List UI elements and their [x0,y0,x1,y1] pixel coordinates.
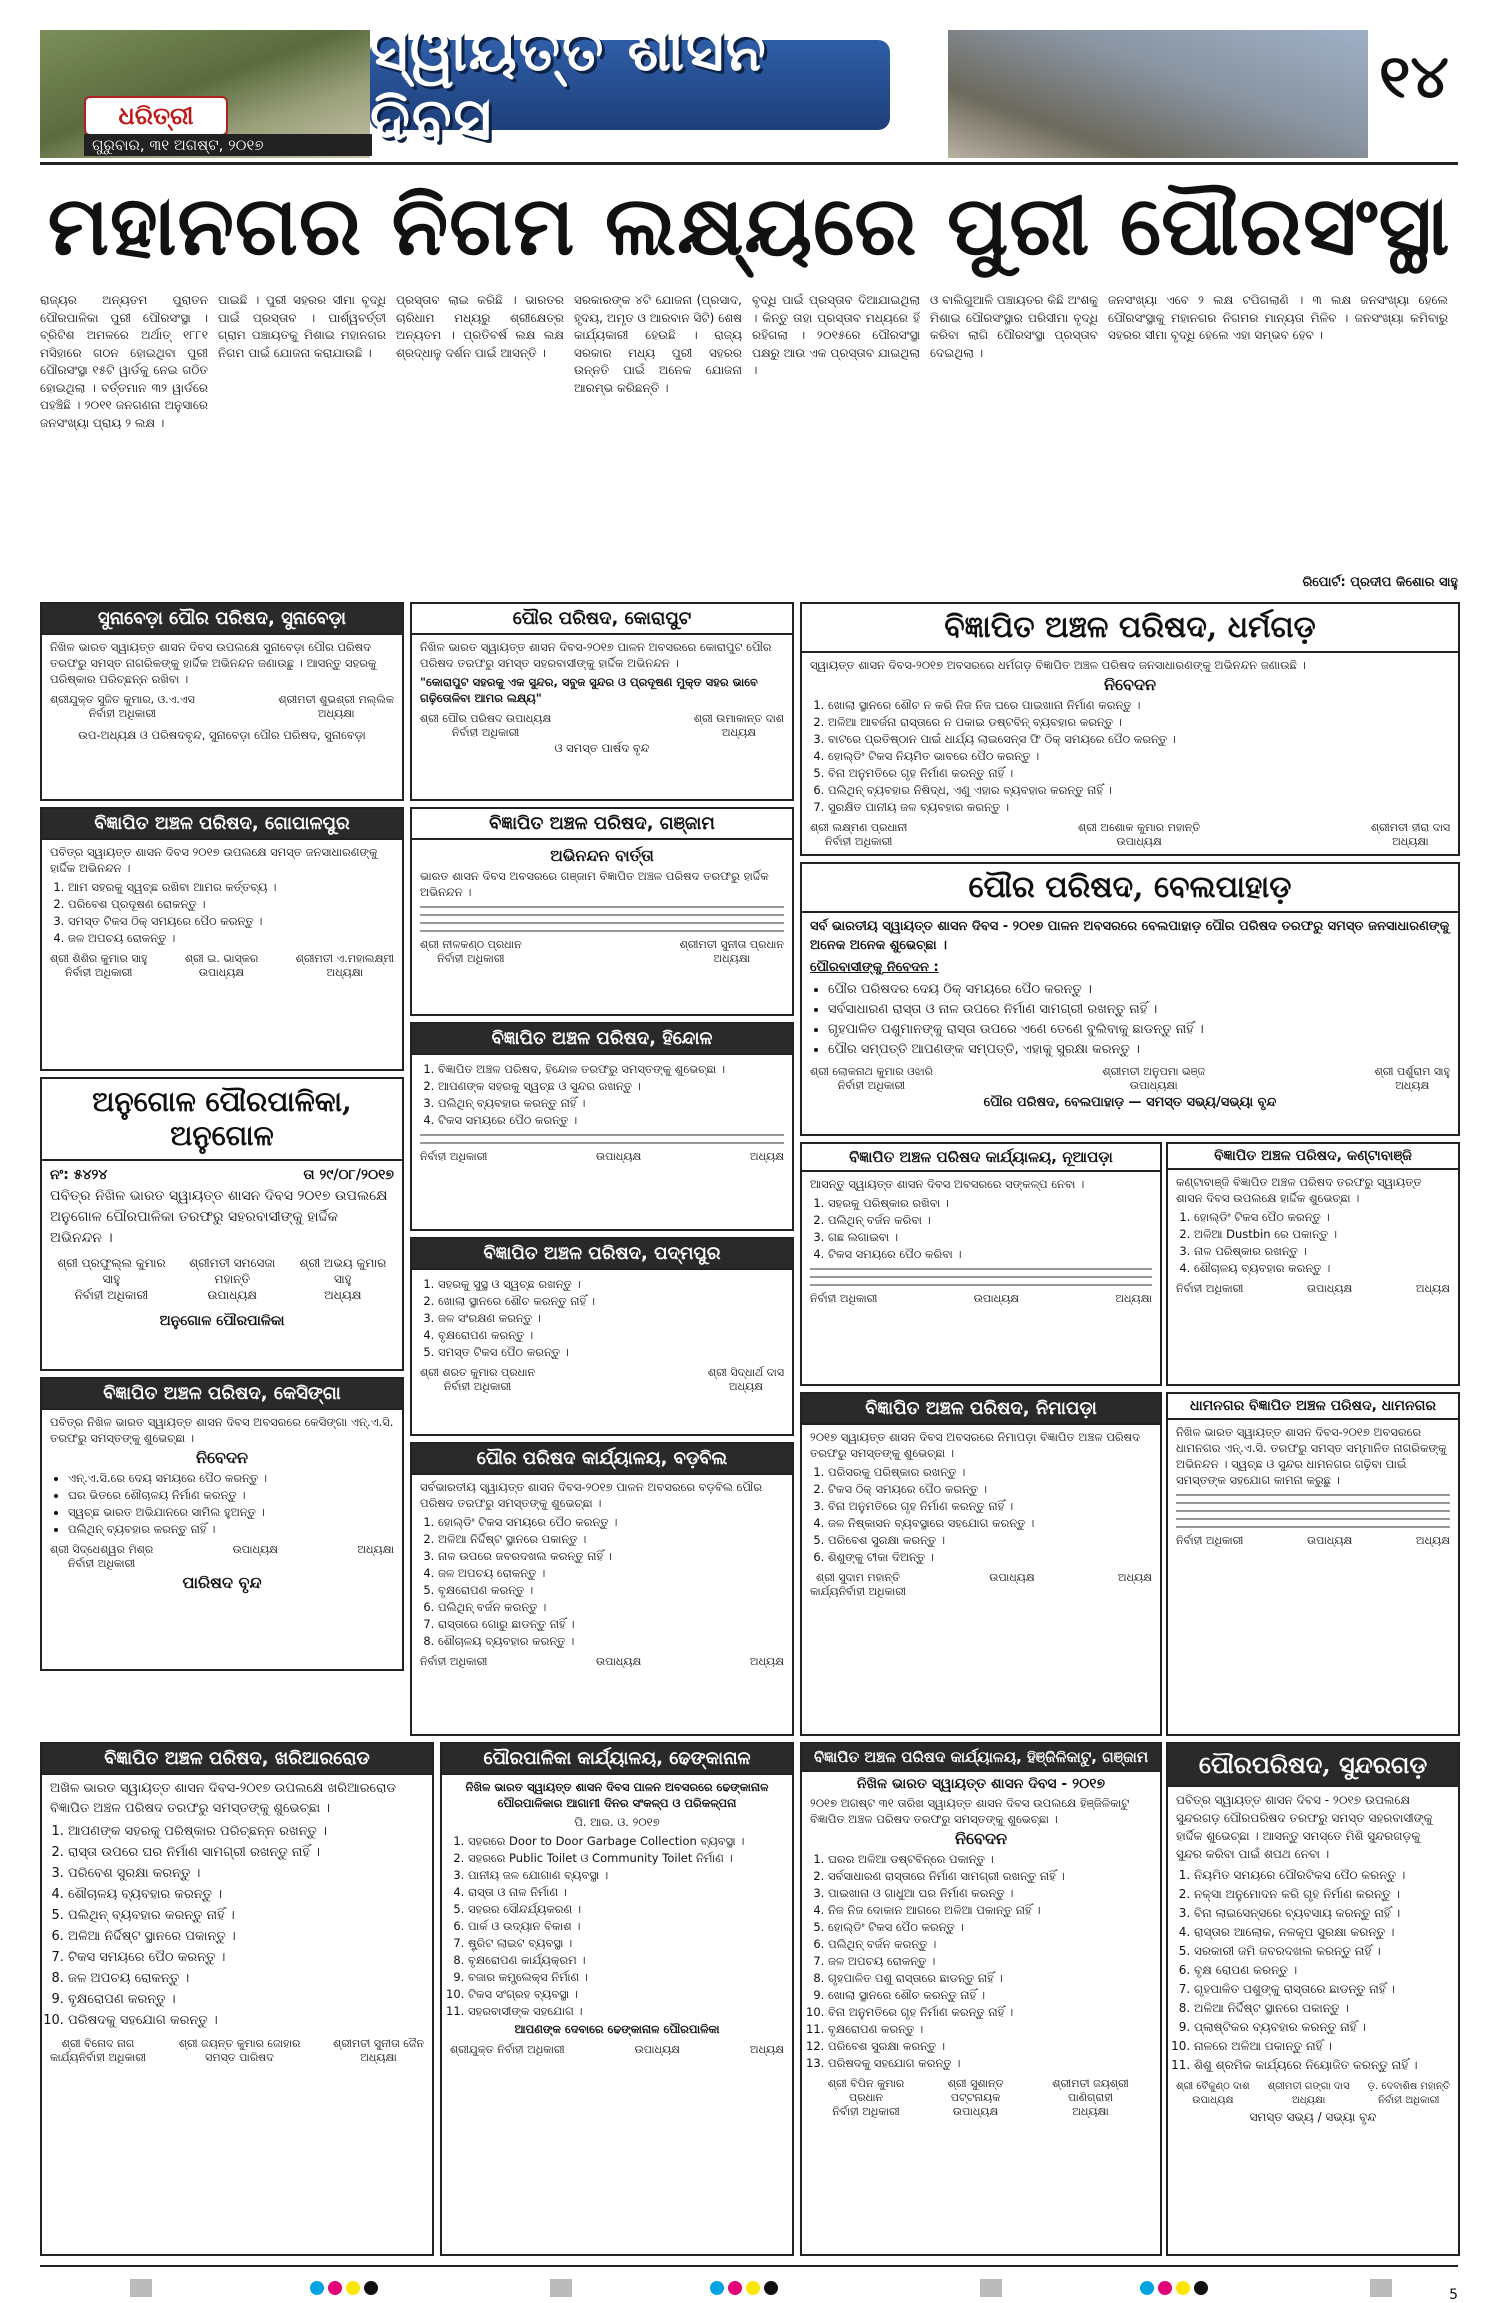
ad-footer: ପୌର ପରିଷଦ, ବେଲପାହାଡ଼ — ସମସ୍ତ ସଭ୍ୟ/ସଭ୍ୟା ବୃନ୍ଦ [983,1095,1277,1110]
lead-article [40,292,1458,592]
article-column: ବୃଦ୍ଧି ପାଇଁ ପ୍ରସ୍ତାବ ଦିଆଯାଇଥିଲା । କିନ୍ତୁ ତାହା ପ୍ରସ୍ତାବ ମଧ୍ୟରେ ହିଁ ରହିଗଲା । ୨୦୧୫ରେ ପୌରସଂସ୍ଥା ପକ୍ଷରୁ ଆଉ ଏକ ପ୍ରସ୍ତାବ ଯାଇଥିଲା । [752,293,920,377]
ad-title: ବିଜ୍ଞାପିତ ଅଞ୍ଚଳ ପରିଷଦ, ନିମାପଡ଼ା [802,1394,1160,1425]
ad-title: ବିଜ୍ଞାପିତ ଅଞ୍ଚଳ ପରିଷଦ, ହିନ୍ଦୋଳ [412,1024,792,1055]
ad-dhamnagar [1166,1392,1460,1736]
ad-text: ୨୦୧୭ ସ୍ୱାୟତ୍ତ ଶାସନ ଦିବସ ଅବସରରେ ନିମାପଡ଼ା ବିଜ୍ଞାପିତ ଅଞ୍ଚଳ ପରିଷଦ ତରଫରୁ ସମସ୍ତଙ୍କୁ ଶୁଭେଚ୍ଛା । [810,1430,1141,1460]
signatory: ଅଧ୍ୟକ୍ଷ [749,1150,784,1163]
list-item: 2. ସହରରେ Public Toilet ଓ Community Toilet ନିର୍ମାଣ । [468,1850,784,1866]
list-item: 4. ଜଳ ଅପଚୟ ରୋକନ୍ତୁ । [68,930,394,946]
ref-number: ନଂ: ୫୪୨୪ [50,1167,108,1183]
list-item: 2. ଟିକସ ଠିକ୍ ସମୟରେ ପୈଠ କରନ୍ତୁ । [828,1481,1152,1497]
ad-title: ବିଜ୍ଞାପିତ ଅଞ୍ଚଳ ପରିଷଦ, କଣ୍ଟାବାଞ୍ଜି [1168,1144,1458,1170]
ref-number: ପି. ଆର. ଓ. ୨୦୧୭ [574,1815,660,1829]
list-item: 1. ବିଜ୍ଞାପିତ ଅଞ୍ଚଳ ପରିଷଦ, ହିନ୍ଦୋଳ ତରଫରୁ ସମସ୍ତଙ୍କୁ ଶୁଭେଚ୍ଛା । [438,1061,784,1077]
list-item: 5. ପରିବେଶ ସୁରକ୍ଷା କରନ୍ତୁ । [828,1532,1152,1548]
ad-tagline: ସର୍ବ ଭାରତୀୟ ସ୍ୱାୟତ୍ତ ଶାସନ ଦିବସ - ୨୦୧୭ ପାଳନ ଅବସରରେ ବେଲପାହାଡ଼ ପୌର ପରିଷଦ ତରଫରୁ ସମସ୍ତ ଜନସାଧାରଣଙ୍କୁ ଅନେକ ଅନେକ ଶୁଭେଚ୍ଛା । [810,919,1450,953]
signatory: ଅଧ୍ୟକ୍ଷ [749,2043,784,2056]
ad-title: ବିଜ୍ଞାପିତ ଅଞ୍ଚଳ ପରିଷଦ, ଖରିଆରରୋଡ [42,1744,432,1775]
signatory: ଉପାଧ୍ୟକ୍ଷ [596,1150,642,1163]
main-headline: ମହାନଗର ନିଗମ ଲକ୍ଷ୍ୟରେ ପୁରୀ ପୌରସଂସ୍ଥା [47,178,1451,274]
ad-nuapada [800,1142,1162,1386]
list-item: 9. ଖୋଲା ସ୍ଥାନରେ ଶୌଚ କରନ୍ତୁ ନାହିଁ । [828,1987,1152,2003]
list-item: 1. ଖୋଲା ସ୍ଥାନରେ ଶୌଚ ନ କରି ନିଜ ନିଜ ଘରେ ପାଇଖାନା ନିର୍ମାଣ କରନ୍ତୁ । [828,697,1450,713]
ad-list [1194,1209,1450,1276]
ad-list [828,1195,1152,1262]
ad-title: ବିଜ୍ଞାପିତ ଅଞ୍ଚଳ ପରିଷଦ, କେସିଙ୍ଗା [42,1379,402,1410]
ad-title: ବିଜ୍ଞାପିତ ଅଞ୍ଚଳ ପରିଷଦ, ଗୋପାଳପୁର [42,809,402,840]
signatory: ଶ୍ରୀମତୀ ଗଙ୍ଗା ଦାସ ଅଧ୍ୟକ୍ଷା [1267,2081,1350,2106]
list-item: 2. ଆପଣଙ୍କ ସହରକୁ ସ୍ୱଚ୍ଛ ଓ ସୁନ୍ଦର ରଖନ୍ତୁ । [438,1078,784,1094]
masthead [40,16,1458,165]
ad-text: ଭାରତ ଶାସନ ଦିବସ ଅବସରରେ ଗଞ୍ଜାମ ବିଜ୍ଞାପିତ ଅଞ୍ଚଳ ପରିଷଦ ତରଫରୁ ହାର୍ଦ୍ଦିକ ଅଭିନନ୍ଦନ । [420,869,769,899]
signatory: ଶ୍ରୀ ଅଶୋକ କୁମାର ମହାନ୍ତି ଉପାଧ୍ୟକ୍ଷ [1078,821,1201,848]
list-item: 12. ପରିବେଶ ସୁରକ୍ଷା କରନ୍ତୁ । [828,2038,1152,2054]
print-registration-strip [40,2265,1458,2303]
section-banner-text: ସ୍ୱାୟତ୍ତ ଶାସନ ଦିବସ [370,16,768,153]
ad-text: ସ୍ୱାୟତ୍ତ ଶାସନ ଦିବସ-୨୦୧୭ ଅବସରରେ ଧର୍ମଗଡ଼ ବିଜ୍ଞାପିତ ଅଞ୍ଚଳ ପରିଷଦ ଜନସାଧାରଣଙ୍କୁ ଅଭିନନ୍ଦନ ଜଣାଉଛି । [810,658,1306,672]
list-item: 1. ସହରକୁ ପରିଷ୍କାର ରଖିବା । [828,1195,1152,1211]
list-item: 10. ଟିକସ ସଂଗ୍ରହ ବ୍ୟବସ୍ଥା । [468,1986,784,2002]
registration-dot-cyan [1140,2281,1154,2295]
ad-footer: ଅନୁଗୋଳ ପୌରପାଳିକା [159,1313,285,1329]
list-item: 7. ଗୃହପାଳିତ ପଶୁଙ୍କୁ ରାସ୍ତାରେ ଛାଡନ୍ତୁ ନାହିଁ । [1194,1980,1450,1998]
ad-kantabanji [1166,1142,1460,1386]
signatory: ଶ୍ରୀ ବୈକୁଣ୍ଠ ଦାଶ ଉପାଧ୍ୟକ୍ଷ [1176,2081,1250,2106]
ad-text: ସର୍ବଭାରତୀୟ ସ୍ୱାୟତ୍ତ ଶାସନ ଦିବସ-୨୦୧୭ ପାଳନ ଅବସରରେ ବଡ଼ବିଲ ପୌର ପରିଷଦ ତରଫରୁ ସମସ୍ତଙ୍କୁ ଶୁଭେଚ୍ଛା । [420,1480,762,1510]
list-item: 4. ହୋଲ୍ଡିଂ ଟିକସ ନିୟମିତ ଭାବରେ ପୈଠ କରନ୍ତୁ । [828,748,1450,764]
signatory: ଉପାଧ୍ୟକ୍ଷ [989,1571,1035,1584]
list-item: 1. ଆମ ସହରକୁ ସ୍ୱଚ୍ଛ ରଖିବା ଆମର କର୍ତ୍ତବ୍ୟ । [68,879,394,895]
signatory: ଉପାଧ୍ୟକ୍ଷ [232,1543,278,1556]
signatory: ନିର୍ବାହୀ ଅଧିକାରୀ [810,1292,878,1305]
signatory: ଶ୍ରୀ ସୁଶାନ୍ତ ପଟ୍ଟନାୟକ ଉପାଧ୍ୟକ୍ଷ [947,2077,1004,2118]
ad-list [438,1061,784,1128]
signatory: ଶ୍ରୀ ପର୍ଶୁରାମ ସାହୁ ଅଧ୍ୟକ୍ଷ [1374,1065,1450,1092]
ad-sundargarh [1166,1742,1460,2256]
ad-angul [40,1077,404,1371]
ad-subtitle: ନିବେଦନ [955,1829,1007,1848]
ad-khariar [40,1742,434,2256]
ad-text: ନିଖିଳ ଭାରତ ସ୍ୱାୟତ୍ତ ଶାସନ ଦିବସ-୨୦୧୭ ଅବସରରେ ଧାମନଗର ଏନ୍.ଏ.ସି. ତରଫରୁ ସମସ୍ତ ସମ୍ମାନିତ ନାଗରିକଙ୍କୁ ଅଭିନନ୍ଦନ । ସ୍ୱଚ୍ଛ ଓ ସୁନ୍ଦର ଧାମନଗର ଗଢ଼ିବା ପାଇଁ ସମସ୍ତଙ୍କ ସହଯୋଗ କାମନା କରୁଛୁ । [1176,1425,1447,1487]
list-item: 3. ପରିବେଶ ସୁରକ୍ଷା କରନ୍ତୁ । [68,1864,424,1884]
article-column: ଓ ବାଲିଗୁଆଳି ପଞ୍ଚାୟତର କିଛି ଅଂଶକୁ ମିଶାଇ ପୌରସଂସ୍ଥାର ପରିସୀମା ବୃଦ୍ଧି କରିବା ଲାଗି ପୌରସଂସ୍ଥା ପ୍ରସ୍ତାବ ଦେଇଥିଲା । [930,293,1098,360]
signatory: ନିର୍ବାହୀ ଅଧିକାରୀ [420,1150,488,1163]
ad-tagline: ନିଖିଳ ଭାରତ ସ୍ୱାୟତ୍ତ ଶାସନ ଦିବସ ପାଳନ ଅବସରରେ ଢେଙ୍କାନାଳ ପୌରପାଳିକାର ଆଗାମୀ ଦିନର ସଂକଳ୍ପ ଓ ପରିକଳ୍ପନା [465,1780,769,1810]
ad-quote: "କୋରାପୁଟ ସହରକୁ ଏକ ସୁନ୍ଦର, ସବୁଜ ସୁନ୍ଦର ଓ ପ୍ରଦୂଷଣ ମୁକ୍ତ ସହର ଭାବେ ଗଢ଼ିତୋଳିବା ଆମର ଲକ୍ଷ୍ୟ" [420,675,758,705]
registration-dot-magenta [1158,2281,1172,2295]
list-item: 5. ସରକାରୀ ଜମି ଜବରଦଖଲ କରନ୍ତୁ ନାହିଁ । [1194,1942,1450,1960]
ad-list [828,980,1450,1059]
signatory: ଶ୍ରୀଯୁକ୍ତ ନିର୍ବାହୀ ଅଧିକାରୀ [450,2043,565,2056]
list-item: 6. ଅଳିଆ ନିର୍ଦ୍ଦିଷ୍ଟ ସ୍ଥାନରେ ପକାନ୍ତୁ । [68,1927,424,1947]
list-item: 3. ବିନା ଅନୁମତିରେ ଗୃହ ନିର୍ମାଣ କରନ୍ତୁ ନାହିଁ । [828,1498,1152,1514]
list-item: 3. ଗଛ ଲଗାଇବା । [828,1229,1152,1245]
list-item: 3. ଜଳ ସଂରକ୍ଷଣ କରନ୍ତୁ । [438,1310,784,1326]
list-item: 2. ରାସ୍ତା ଉପରେ ଘର ନିର୍ମାଣ ସାମଗ୍ରୀ ରଖନ୍ତୁ ନାହିଁ । [68,1843,424,1863]
ad-hindol [410,1022,794,1231]
signatory: ଶ୍ରୀ ଶିଶିର କୁମାର ସାହୁ ନିର୍ବାହୀ ଅଧିକାରୀ [50,952,148,979]
signatory: ଶ୍ରୀ ବିନୋଦ ନାଗ କାର୍ଯ୍ୟନିର୍ବାହୀ ଅଧିକାରୀ [50,2037,146,2064]
list-item: • ଘର ଭିତରେ ଶୌଚାଳୟ ନିର୍ମାଣ କରନ୍ତୁ । [68,1487,394,1503]
signatory: ଉପାଧ୍ୟକ୍ଷ [596,1655,642,1668]
signatory: ଶ୍ରୀ ଲୋକନାଥ କୁମାର ଓଝାରି ନିର୍ବାହୀ ଅଧିକାରୀ [810,1065,933,1092]
ad-title: ପୌର ପରିଷଦ, କୋରାପୁଟ [412,604,792,635]
signatory: ଶ୍ରୀ ଜୟନ୍ତ କୁମାର ଜୋହାର ସମସ୍ତ ପାରିଷଦ [178,2037,301,2064]
list-item: 4. ଜଳ ଅପଚୟ ରୋକନ୍ତୁ । [438,1565,784,1581]
ad-text: ଅଖିଳ ଭାରତ ସ୍ୱାୟତ୍ତ ଶାସନ ଦିବସ-୨୦୧୭ ଉପଲକ୍ଷେ ଖରିଆରରୋଡ ବିଜ୍ଞାପିତ ଅଞ୍ଚଳ ପରିଷଦ ତରଫରୁ ସମସ୍ତଙ୍କୁ ଶୁଭେଚ୍ଛା । [50,1781,397,1816]
ad-footer: ଓ ସମସ୍ତ ପାର୍ଷଦ ବୃନ୍ଦ [554,741,650,755]
list-item: 4. ଜଳ ନିଷ୍କାସନ ବ୍ୟବସ୍ଥାରେ ସହଯୋଗ କରନ୍ତୁ । [828,1515,1152,1531]
ad-text: ନିଖିଳ ଭାରତ ସ୍ୱାୟତ୍ତ ଶାସନ ଦିବସ ଉପଲକ୍ଷେ ସୁନାବେଡ଼ା ପୌର ପରିଷଦ ତରଫରୁ ସମସ୍ତ ନାଗରିକଙ୍କୁ ହାର୍ଦ୍ଦିକ ଅଭିନନ୍ଦନ ଜଣାଉଛୁ । ଆସନ୍ତୁ ସହରକୁ ପରିଷ୍କାର ପରିଚ୍ଛନ୍ନ ରଖିବା । [50,640,377,686]
signatory: ଶ୍ରୀ ଲକ୍ଷ୍ମଣ ପ୍ରଧାନୀ ନିର୍ବାହୀ ଅଧିକାରୀ [810,821,908,848]
list-item: 2. ଅଳିଆ Dustbin ରେ ପକାନ୍ତୁ । [1194,1226,1450,1242]
ad-title: ସୁନାବେଡ଼ା ପୌର ପରିଷଦ, ସୁନାବେଡ଼ା [42,604,402,635]
list-item: 11. ଶିଶୁ ଶ୍ରମିକ କାର୍ଯ୍ୟରେ ନିୟୋଜିତ କରନ୍ତୁ ନାହିଁ । [1194,2056,1450,2074]
masthead-right-photo [948,30,1368,158]
ad-belpahar [800,862,1460,1136]
list-item: 4. ଶୌଚାଳୟ ବ୍ୟବହାର କରନ୍ତୁ । [1194,1260,1450,1276]
ad-dharmagarh [800,602,1460,856]
signatory: ଶ୍ରୀ ଇ. ଭାସ୍କର ଉପାଧ୍ୟକ୍ଷ [184,952,259,979]
signatory: ଶ୍ରୀ ସୁଦାମ ମହାନ୍ତି କାର୍ଯ୍ୟନିର୍ବାହୀ ଅଧିକାରୀ [810,1571,906,1598]
list-item: 2. ସର୍ବସାଧାରଣ ରାସ୍ତାରେ ନିର୍ମାଣ ସାମଗ୍ରୀ ରଖନ୍ତୁ ନାହିଁ । [828,1868,1152,1884]
list-item: 5. ବିନା ଅନୁମତିରେ ଗୃହ ନିର୍ମାଣ କରନ୍ତୁ ନାହିଁ । [828,765,1450,781]
list-item: 10. ନାଳରେ ଅଳିଆ ପକାନ୍ତୁ ନାହିଁ । [1194,2037,1450,2055]
ad-text: କଣ୍ଟାବାଞ୍ଜି ବିଜ୍ଞାପିତ ଅଞ୍ଚଳ ପରିଷଦ ତରଫରୁ ସ୍ୱାୟତ୍ତ ଶାସନ ଦିବସ ଉପଲକ୍ଷେ ହାର୍ଦ୍ଦିକ ଶୁଭେଚ୍ଛା । [1176,1175,1422,1205]
ad-list [828,1464,1152,1565]
list-item: 9. ବୃକ୍ଷରୋପଣ କରନ୍ତୁ । [68,1990,424,2010]
signatory: ନିର୍ବାହୀ ଅଧିକାରୀ [1176,1282,1244,1295]
ad-footer: ସମସ୍ତ ସଭ୍ୟ / ସଭ୍ୟା ବୃନ୍ଦ [1249,2110,1377,2124]
ad-subtitle: ପାରିଷଦ ବୃନ୍ଦ [182,1573,262,1592]
list-item: 4. ବୃକ୍ଷରୋପଣ କରନ୍ତୁ । [438,1327,784,1343]
list-item: 11. ସହରବାସୀଙ୍କ ସହଯୋଗ । [468,2003,784,2019]
ad-subtitle: ପୌରବାସୀଙ୍କୁ ନିବେଦନ : [810,960,939,975]
ad-barbil [410,1442,794,1736]
registration-dot-yellow [1176,2281,1190,2295]
list-item: 7. ଟିକସ ସମୟରେ ପୈଠ କରନ୍ତୁ । [68,1948,424,1968]
signatory: ଉପାଧ୍ୟକ୍ଷ [634,2043,680,2056]
list-item: 5. ବୃକ୍ଷରୋପଣ କରନ୍ତୁ । [438,1582,784,1598]
signatory: ଶ୍ରୀମତୀ ଶୁଭଶ୍ରୀ ମଲ୍ଲିକ ଅଧ୍ୟକ୍ଷା [278,693,394,720]
newspaper-page [40,16,1458,2303]
article-column: ସରକାରଙ୍କ ୪ଟି ଯୋଜନା (ପ୍ରସାଦ, ହୃଦୟ, ଅମୃତ ଓ ଆରବାନ ସିଟି) ଶେଷ କାର୍ଯ୍ୟକାରୀ ହେଉଛି । ରାଜ୍ୟ ସରକାର ମଧ୍ୟ ପୁରୀ ସହରର ଉନ୍ନତି ପାଇଁ ଅନେକ ଯୋଜନା ଆରମ୍ଭ କରିଛନ୍ତି । [574,293,742,395]
list-item: 1. ସହରକୁ ସୁସ୍ଥ ଓ ସ୍ୱଚ୍ଛ ରଖନ୍ତୁ । [438,1276,784,1292]
signatory: ଶ୍ରୀମତୀ ସୁନୀତା ପ୍ରଧାନ ଅଧ୍ୟକ୍ଷା [679,938,784,965]
list-item: 5. ସମସ୍ତ ଟିକସ ପୈଠ କରନ୍ତୁ । [438,1344,784,1360]
ad-sunabeda [40,602,404,801]
list-item: 4. ରାସ୍ତା ଓ ନାଳ ନିର୍ମାଣ । [468,1884,784,1900]
ad-title: ପୌର ପରିଷଦ, ବେଲପାହାଡ଼ [802,864,1458,913]
signatory: ଶ୍ରୀ ପ୍ରଫୁଲ୍ଲ କୁମାର ସାହୁ ନିର୍ବାହୀ ଅଧିକାରୀ [57,1256,166,1302]
ad-nimapada [800,1392,1162,1736]
list-item: 5. ପଲିଥିନ୍ ବ୍ୟବହାର କରନ୍ତୁ ନାହିଁ । [68,1906,424,1926]
list-item: • ଏନ୍.ଏ.ସି.ରେ ଦେୟ ସମୟରେ ପୈଠ କରନ୍ତୁ । [68,1470,394,1486]
signatory: ଅଧ୍ୟକ୍ଷ [1415,1534,1450,1547]
list-item: 3. ବାଟରେ ପ୍ରତିଷ୍ଠାନ ପାଇଁ ଧାର୍ଯ୍ୟ ଲାଇସେନ୍ସ ଫି ଠିକ୍ ସମୟରେ ପୈଠ କରନ୍ତୁ । [828,731,1450,747]
article-column: ଜନସଂଖ୍ୟା ଏବେ ୨ ଲକ୍ଷ ଟପିଗଲାଣି । ୩ ଲକ୍ଷ ଜନସଂଖ୍ୟା ହେଲେ ପୌରସଂସ୍ଥାକୁ ମହାନଗର ନିଗମର ମାନ୍ୟତା ମିଳିବ । ଜନସଂଖ୍ୟା କମିବାରୁ ସହରର ସୀମା ବୃଦ୍ଧି ହେଲେ ଏହା ସମ୍ଭବ ହେବ । [1108,293,1448,342]
list-item: • ପୌର ପରିଷଦର ଦେୟ ଠିକ୍ ସମୟରେ ପୈଠ କରନ୍ତୁ । [828,980,1450,999]
registration-dot-black [764,2281,778,2295]
list-item: 3. ନାଳ ଉପରେ ଜବରଦଖଲ କରନ୍ତୁ ନାହିଁ । [438,1548,784,1564]
ad-footer: ଉପ-ଅଧ୍ୟକ୍ଷ ଓ ପରିଷଦବୃନ୍ଦ, ସୁନାବେଡ଼ା ପୌର ପରିଷଦ, ସୁନାବେଡ଼ା [78,728,366,742]
list-item: 8. ବୃକ୍ଷରୋପଣ କାର୍ଯ୍ୟକ୍ରମ । [468,1952,784,1968]
list-item: 4. ଟିକସ ସମୟରେ ପୈଠ କରନ୍ତୁ । [438,1112,784,1128]
ad-footer: ଆପଣଙ୍କ ଦେବାରେ ଢେଙ୍କାନାଳ ପୌରପାଳିକା [514,2022,720,2036]
list-item: 9. ପ୍ଲାଷ୍ଟିକର ବ୍ୟବହାର କରନ୍ତୁ ନାହିଁ । [1194,2018,1450,2036]
list-item: 8. ଶୌଚାଳୟ ବ୍ୟବହାର କରନ୍ତୁ । [438,1633,784,1649]
registration-dot-black [1194,2281,1208,2295]
ad-list [438,1514,784,1649]
ad-list [68,1822,424,2031]
list-item: 1. ନିୟମିତ ସମୟରେ ପୌରଟିକସ ପୈଠ କରନ୍ତୁ । [1194,1866,1450,1884]
signatory: ନିର୍ବାହୀ ଅଧିକାରୀ [420,1655,488,1668]
signatory: ଅଧ୍ୟକ୍ଷ [1117,1571,1152,1584]
signatory: ଶ୍ରୀ ନୀଳକଣ୍ଠ ପ୍ରଧାନ ନିର୍ବାହୀ ଅଧିକାରୀ [420,938,522,965]
list-item: 8. ଗୃହପାଳିତ ପଶୁ ରାସ୍ତାରେ ଛାଡନ୍ତୁ ନାହିଁ । [828,1970,1152,1986]
list-item: • ସର୍ବସାଧାରଣ ରାସ୍ତା ଓ ନାଳ ଉପରେ ନିର୍ମାଣ ସାମଗ୍ରୀ ରଖନ୍ତୁ ନାହିଁ । [828,1000,1450,1019]
signatory: ଶ୍ରୀ ଉମାକାନ୍ତ ଦାଶ ଅଧ୍ୟକ୍ଷ [693,712,784,739]
newspaper-logo: ଧରିତ୍ରୀ [84,96,228,136]
ad-text: ୨୦୧୭ ଅଗଷ୍ଟ ୩୧ ତାରିଖ ସ୍ୱାୟତ୍ତ ଶାସନ ଦିବସ ଉପଲକ୍ଷେ ହିଞ୍ଜିଳିକାଟୁ ବିଜ୍ଞାପିତ ଅଞ୍ଚଳ ପରିଷଦ ତରଫରୁ ସମସ୍ତଙ୍କୁ ଶୁଭେଚ୍ଛା । [810,1796,1130,1826]
ad-title: ଧାମନଗର ବିଜ୍ଞାପିତ ଅଞ୍ଚଳ ପରିଷଦ, ଧାମନଗର [1168,1394,1458,1420]
list-item: 7. ଷ୍ଟ୍ରିଟ ଲାଇଟ ବ୍ୟବସ୍ଥା । [468,1935,784,1951]
list-item: 9. ବଜାର କମ୍ପ୍ଲେକ୍ସ ନିର୍ମାଣ । [468,1969,784,1985]
registration-dot-cyan [710,2281,724,2295]
list-item: 1. ହୋଲ୍ଡିଂ ଟିକସ ସମୟରେ ପୈଠ କରନ୍ତୁ । [438,1514,784,1530]
ad-title: ବିଜ୍ଞାପିତ ଅଞ୍ଚଳ ପରିଷଦ କାର୍ଯ୍ୟାଳୟ, ନୂଆପଡ଼ା [802,1144,1160,1172]
list-item: 4. ରାସ୍ତାର ଆଲୋକ, ନଳକୂପ ସୁରକ୍ଷା କରନ୍ତୁ । [1194,1923,1450,1941]
signatory: ଶ୍ରୀମତୀ ହୀରା ଦାସ ଅଧ୍ୟକ୍ଷା [1370,821,1450,848]
list-item: 2. ପଲିଥିନ୍ ବର୍ଜନ କରିବା । [828,1212,1152,1228]
ad-text: ପବିତ୍ର ସ୍ୱାୟତ୍ତ ଶାସନ ଦିବସ - ୨୦୧୭ ଉପଲକ୍ଷେ ସୁନ୍ଦରଗଡ଼ ପୌରପରିଷଦ ତରଫରୁ ସମସ୍ତ ସହରବାସୀଙ୍କୁ ହାର୍ଦ୍ଦିକ ଶୁଭେଚ୍ଛା । ଆସନ୍ତୁ ସମସ୍ତେ ମିଶି ସୁନ୍ଦରଗଡ଼କୁ ସୁନ୍ଦର କରିବା ପାଇଁ ଶପଥ ନେବା । [1176,1793,1433,1861]
list-item: 3. ନାଳ ପରିଷ୍କାର ରଖନ୍ତୁ । [1194,1243,1450,1259]
list-item: 3. ସମସ୍ତ ଟିକସ ଠିକ୍ ସମୟରେ ପୈଠ କରନ୍ତୁ । [68,913,394,929]
list-item: 1. ସହରରେ Door to Door Garbage Collection ବ୍ୟବସ୍ଥା । [468,1833,784,1849]
ad-text: ଆସନ୍ତୁ ସ୍ୱାୟତ୍ତ ଶାସନ ଦିବସ ଅବସରରେ ସଙ୍କଳ୍ପ ନେବା । [810,1177,1085,1191]
list-item: 3. ବିନା ଲାଇସେନ୍ସରେ ବ୍ୟବସାୟ କରନ୍ତୁ ନାହିଁ । [1194,1904,1450,1922]
list-item: 6. ପଲିଥିନ୍ ବ୍ୟବହାର ନିଷିଦ୍ଧ, ଏଣୁ ଏହାର ବ୍ୟବହାର କରନ୍ତୁ ନାହିଁ । [828,782,1450,798]
list-item: 6. ବୃକ୍ଷ ରୋପଣ କରନ୍ତୁ । [1194,1961,1450,1979]
list-item: 5. ସହରର ସୌନ୍ଦର୍ଯ୍ୟକରଣ । [468,1901,784,1917]
ad-list [438,1276,784,1360]
ref-date: ତା ୨୯/୦୮/୨୦୧୭ [303,1167,394,1183]
list-item: 5. ହୋଲ୍ଡିଂ ଟିକସ ପୈଠ କରନ୍ତୁ । [828,1919,1152,1935]
list-item: 7. ସୁରକ୍ଷିତ ପାନୀୟ ଜଳ ବ୍ୟବହାର କରନ୍ତୁ । [828,799,1450,815]
ad-list [468,1833,784,2019]
ad-title: ବିଜ୍ଞାପିତ ଅଞ୍ଚଳ ପରିଷଦ କାର୍ଯ୍ୟାଳୟ, ହିଞ୍ଜିଳିକାଟୁ, ଗଞ୍ଜାମ [802,1744,1160,1772]
list-item: 7. ରାସ୍ତାରେ ଗୋରୁ ଛାଡନ୍ତୁ ନାହିଁ । [438,1616,784,1632]
list-item: 1. ପରିସରକୁ ପରିଷ୍କାର ରଖନ୍ତୁ । [828,1464,1152,1480]
registration-dot-magenta [328,2281,342,2295]
section-banner [370,16,890,153]
list-item: 3. ପାଇଖାନା ଓ ଗାଧୁଆ ଘର ନିର୍ମାଣ କରନ୍ତୁ । [828,1885,1152,1901]
signatory: ଶ୍ରୀମତୀ ଏ.ମହାଲକ୍ଷ୍ମୀ ଅଧ୍ୟକ୍ଷା [295,952,394,979]
list-item: 6. ଶିଶୁଙ୍କୁ ଟୀକା ଦିଅନ୍ତୁ । [828,1549,1152,1565]
gray-patch [980,2279,1002,2297]
ad-ganjam [410,807,794,1016]
ad-title: ପୌରପାଳିକା କାର୍ଯ୍ୟାଳୟ, ଢେଙ୍କାନାଳ [442,1744,792,1775]
ad-list [68,879,394,946]
signatory: ଶ୍ରୀ ବିପିନ କୁମାର ପ୍ରଧାନ ନିର୍ବାହୀ ଅଧିକାରୀ [827,2077,905,2118]
list-item: 1. ଘରର ଅଳିଆ ଡଷ୍ଟବିନ୍ରେ ପକାନ୍ତୁ । [828,1851,1152,1867]
ad-subtitle: ନିବେଦନ [1104,675,1156,694]
registration-dot-black [364,2281,378,2295]
ad-kesinga [40,1377,404,1671]
list-item: 10. ପରିଷଦକୁ ସହଯୋଗ କରନ୍ତୁ । [68,2011,424,2031]
list-item: 13. ପରିଷଦକୁ ସହଯୋଗ କରନ୍ତୁ । [828,2055,1152,2071]
signatory: ଶ୍ରୀ ଶରତ କୁମାର ପ୍ରଧାନ ନିର୍ବାହୀ ଅଧିକାରୀ [420,1366,536,1393]
signatory: ଶ୍ରୀମତୀ ଅନୁପମା ଭଞ୍ଜ ଉପାଧ୍ୟକ୍ଷା [1102,1065,1206,1092]
signatory: ଶ୍ରୀ ସିଦ୍ଧାର୍ଥ ଦାସ ଅଧ୍ୟକ୍ଷ [707,1366,784,1393]
signatory: ଶ୍ରୀମତୀ ସମସେଜା ମହାନ୍ତି ଉପାଧ୍ୟକ୍ଷ [189,1256,276,1302]
ad-subtitle: ଅଭିନନ୍ଦନ ବାର୍ତ୍ତା [550,846,654,865]
list-item: 6. ପାର୍କ ଓ ଉଦ୍ୟାନ ବିକାଶ । [468,1918,784,1934]
page-number: ୧୪ [1379,42,1449,112]
ad-list [68,1470,394,1537]
article-column: ପ୍ରସ୍ତାବ ଲାଇ କରିଛି । ଭାରତର ଚାରିଧାମ ମଧ୍ୟରୁ ଶ୍ରୀକ୍ଷେତ୍ର ଅନ୍ୟତମ । ପ୍ରତିବର୍ଷ ଲକ୍ଷ ଲକ୍ଷ ଶ୍ରଦ୍ଧାଳୁ ଦର୍ଶନ ପାଇଁ ଆସନ୍ତି । [396,293,564,360]
list-item: 2. ଖୋଲା ସ୍ଥାନରେ ଶୌଚ କରନ୍ତୁ ନାହିଁ । [438,1293,784,1309]
list-item: 2. ଅଳିଆ ଆବର୍ଜନା ରାସ୍ତାରେ ନ ପକାଇ ଡଷ୍ଟବିନ୍ ବ୍ୟବହାର କରନ୍ତୁ । [828,714,1450,730]
signatory: ଉପାଧ୍ୟକ୍ଷ [1307,1282,1353,1295]
list-item: 1. ଆପଣଙ୍କ ସହରକୁ ପରିଷ୍କାର ପରିଚ୍ଛନ୍ନ ରଖନ୍ତୁ । [68,1822,424,1842]
ad-hinjilicut [800,1742,1162,2256]
signatory: ଶ୍ରୀ ପୌର ପରିଷଦ ଉପାଧ୍ୟକ୍ଷ ନିର୍ବାହୀ ଅଧିକାରୀ [420,712,552,739]
signatory: ଶ୍ରୀ ଅଭୟ କୁମାର ସାହୁ ଅଧ୍ୟକ୍ଷ [299,1256,387,1302]
registration-dot-magenta [728,2281,742,2295]
ad-tagline: ନିଖିଳ ଭାରତ ସ୍ୱାୟତ୍ତ ଶାସନ ଦିବସ - ୨୦୧୭ [856,1776,1106,1792]
gray-patch [130,2279,152,2297]
gray-patch [550,2279,572,2297]
list-item: 8. ଅଳିଆ ନିର୍ଦ୍ଦିଷ୍ଟ ସ୍ଥାନରେ ପକାନ୍ତୁ । [1194,1999,1450,2017]
list-item: 4. ନିଜ ନିଜ ଦୋକାନ ଆଗରେ ଅଳିଆ ପକାନ୍ତୁ ନାହିଁ । [828,1902,1152,1918]
list-item: 10. ବିନା ଅନୁମତିରେ ଗୃହ ନିର୍ମାଣ କରନ୍ତୁ ନାହିଁ । [828,2004,1152,2020]
list-item: 2. ନକ୍ସା ଅନୁମୋଦନ କରି ଗୃହ ନିର୍ମାଣ କରନ୍ତୁ । [1194,1885,1450,1903]
signatory: ଶ୍ରୀମତୀ ସୁନୀତା ଜୈନ ଅଧ୍ୟକ୍ଷା [333,2037,424,2064]
list-item: 11. ବୃକ୍ଷରୋପଣ କରନ୍ତୁ । [828,2021,1152,2037]
list-item: • ସ୍ୱଚ୍ଛ ଭାରତ ଅଭିଯାନରେ ସାମିଲ ହୁଅନ୍ତୁ । [68,1504,394,1520]
signatory: ଶ୍ରୀଯୁକ୍ତ ସୁଜିତ କୁମାର, ଓ.ଏ.ଏସ ନିର୍ବାହୀ ଅଧିକାରୀ [50,693,195,720]
list-item: 8. ଜଳ ଅପଚୟ ରୋକନ୍ତୁ । [68,1969,424,1989]
signatory: ନିର୍ବାହୀ ଅଧିକାରୀ [1176,1534,1244,1547]
ad-title: ବିଜ୍ଞାପିତ ଅଞ୍ଚଳ ପରିଷଦ, ଗଞ୍ଜାମ [412,809,792,840]
signatory: ଉପାଧ୍ୟକ୍ଷ [1307,1534,1353,1547]
ad-list [1194,1866,1450,2074]
ad-list [828,1851,1152,2071]
ad-text: ନିଖିଳ ଭାରତ ସ୍ୱାୟତ୍ତ ଶାସନ ଦିବସ-୨୦୧୭ ପାଳନ ଅବସରରେ କୋରାପୁଟ ପୌର ପରିଷଦ ତରଫରୁ ସମସ୍ତ ସହରବାସୀଙ୍କୁ ହାର୍ଦ୍ଦିକ ଅଭିନନ୍ଦନ । [420,640,772,670]
ad-title: ବିଜ୍ଞାପିତ ଅଞ୍ଚଳ ପରିଷଦ, ପଦ୍ମପୁର [412,1239,792,1270]
list-item: • ପୌର ସମ୍ପତ୍ତି ଆପଣଙ୍କ ସମ୍ପତ୍ତି, ଏହାକୁ ସୁରକ୍ଷା କରନ୍ତୁ । [828,1040,1450,1059]
reporter-byline: ରିପୋର୍ଟ: ପ୍ରଦୀପ କିଶୋର ସାହୁ [1302,575,1458,590]
signatory: ଉପାଧ୍ୟକ୍ଷ [973,1292,1020,1305]
list-item: 2. ଅଳିଆ ନିର୍ଦ୍ଦିଷ୍ଟ ସ୍ଥାନରେ ପକାନ୍ତୁ । [438,1531,784,1547]
list-item: 4. ଟିକସ ସମୟରେ ପୈଠ କରିବା । [828,1246,1152,1262]
signatory: ଶ୍ରୀ ସିଦ୍ଧେଶ୍ୱର ମିଶ୍ର ନିର୍ବାହୀ ଅଧିକାରୀ [50,1543,154,1570]
ad-list [828,697,1450,815]
ad-padampur [410,1237,794,1436]
signatory: ଡ଼. ଦେବାଶିଷ ମହାନ୍ତି ନିର୍ବାହୀ ଅଧିକାରୀ [1367,2081,1450,2106]
signatory: ଅଧ୍ୟକ୍ଷା [1115,1292,1152,1305]
ad-text: ପବିତ୍ର ନିଖିଳ ଭାରତ ସ୍ୱାୟତ୍ତ ଶାସନ ଦିବସ ୨୦୧୭ ଉପଲକ୍ଷେ ଅନୁଗୋଳ ପୌରପାଳିକା ତରଫରୁ ସହରବାସୀଙ୍କୁ ହାର୍ଦ୍ଦିକ ଅଭିନନ୍ଦନ । [50,1188,388,1246]
signatory: ଅଧ୍ୟକ୍ଷ [1415,1282,1450,1295]
registration-dot-cyan [310,2281,324,2295]
ad-koraput [410,602,794,801]
list-item: 6. ପଲିଥିନ୍ ବର୍ଜନ କରନ୍ତୁ । [438,1599,784,1615]
list-item: 7. ଜଳ ଅପଚୟ ରୋକନ୍ତୁ । [828,1953,1152,1969]
list-item: 3. ପଲିଥିନ୍ ବ୍ୟବହାର କରନ୍ତୁ ନାହିଁ । [438,1095,784,1111]
registration-dot-yellow [746,2281,760,2295]
article-column: ପାଇଛି । ପୁରୀ ସହରର ସୀମା ବୃଦ୍ଧି ପାଇଁ ପ୍ରସ୍ତାବ । ପାର୍ଶ୍ୱବର୍ତ୍ତୀ ଗ୍ରାମ ପଞ୍ଚାୟତକୁ ମିଶାଇ ମହାନଗର ନିଗମ ପାଇଁ ଯୋଜନା କରାଯାଉଛି । [218,293,386,360]
list-item: • ଗୃହପାଳିତ ପଶୁମାନଙ୍କୁ ରାସ୍ତା ଉପରେ ଏଣେ ତେଣେ ବୁଲିବାକୁ ଛାଡନ୍ତୁ ନାହିଁ । [828,1020,1450,1039]
print-page-number: 5 [1449,2287,1458,2303]
gray-patch [1370,2279,1392,2297]
list-item: 6. ପଲିଥିନ୍ ବର୍ଜନ କରନ୍ତୁ । [828,1936,1152,1952]
signatory: ଅଧ୍ୟକ୍ଷ [749,1655,784,1668]
list-item: 1. ହୋଲ୍ଡିଂ ଟିକସ ପୈଠ କରନ୍ତୁ । [1194,1209,1450,1225]
signatory: ଅଧ୍ୟକ୍ଷା [357,1543,394,1556]
dateline: ଗୁରୁବାର, ୩୧ ଅଗଷ୍ଟ, ୨୦୧୭ [84,134,372,156]
list-item: 4. ଶୌଚାଳୟ ବ୍ୟବହାର କରନ୍ତୁ । [68,1885,424,1905]
ad-gopalpur [40,807,404,1071]
list-item: 3. ପାନୀୟ ଜଳ ଯୋଗାଣ ବ୍ୟବସ୍ଥା । [468,1867,784,1883]
ad-title: ବିଜ୍ଞାପିତ ଅଞ୍ଚଳ ପରିଷଦ, ଧର୍ମଗଡ଼ [802,604,1458,653]
signatory: ଶ୍ରୀମତୀ ଜୟଶ୍ରୀ ପାଣିଗ୍ରାହୀ ଅଧ୍ୟକ୍ଷା [1052,2077,1129,2118]
ad-title: ପୌର ପରିଷଦ କାର୍ଯ୍ୟାଳୟ, ବଡ଼ବିଲ [412,1444,792,1475]
list-item: • ପଲିଥିନ୍ ବ୍ୟବହାର କରନ୍ତୁ ନାହିଁ । [68,1521,394,1537]
registration-dot-yellow [346,2281,360,2295]
article-column: ରାଜ୍ୟର ଅନ୍ୟତମ ପୁରାତନ ପୌରପାଳିକା ପୁରୀ ପୌରସଂସ୍ଥା । ବ୍ରିଟିଶ ଅମଳରେ ଅର୍ଥାତ୍ ୧୮୮୧ ମସିହାରେ ଗଠନ ହୋଇଥିବା ପୁରୀ ପୌରସଂସ୍ଥା ୧୫ଟି ୱାର୍ଡକୁ ନେଇ ଗଠିତ ହୋଇଥିଲା । ବର୍ତ୍ତମାନ ୩୨ ୱାର୍ଡରେ ପହଞ୍ଚିଛି । ୨୦୧୧ ଜନଗଣନା ଅନୁସାରେ ଜନସଂଖ୍ୟା ପ୍ରାୟ ୨ ଲକ୍ଷ । [40,293,208,430]
ad-title: ପୌରପରିଷଦ, ସୁନ୍ଦରଗଡ଼ [1168,1744,1458,1787]
list-item: 2. ପରିବେଶ ପ୍ରଦୂଷଣ ରୋକନ୍ତୁ । [68,896,394,912]
ad-text: ପବିତ୍ର ସ୍ୱାୟତ୍ତ ଶାସନ ଦିବସ ୨୦୧୭ ଉପଲକ୍ଷେ ସମସ୍ତ ଜନସାଧାରଣଙ୍କୁ ହାର୍ଦ୍ଦିକ ଅଭିନନ୍ଦନ । [50,845,378,875]
ad-dhenkanal [440,1742,794,2256]
ad-subtitle: ନିବେଦନ [196,1448,248,1467]
ad-text: ପବିତ୍ର ନିଖିଳ ଭାରତ ସ୍ୱାୟତ୍ତ ଶାସନ ଦିବସ ଅବସରରେ କେସିଙ୍ଗା ଏନ୍.ଏ.ସି. ତରଫରୁ ସମସ୍ତଙ୍କୁ ଶୁଭେଚ୍ଛା । [50,1415,394,1445]
ad-title: ଅନୁଗୋଳ ପୌରପାଳିକା, ଅନୁଗୋଳ [42,1079,402,1161]
